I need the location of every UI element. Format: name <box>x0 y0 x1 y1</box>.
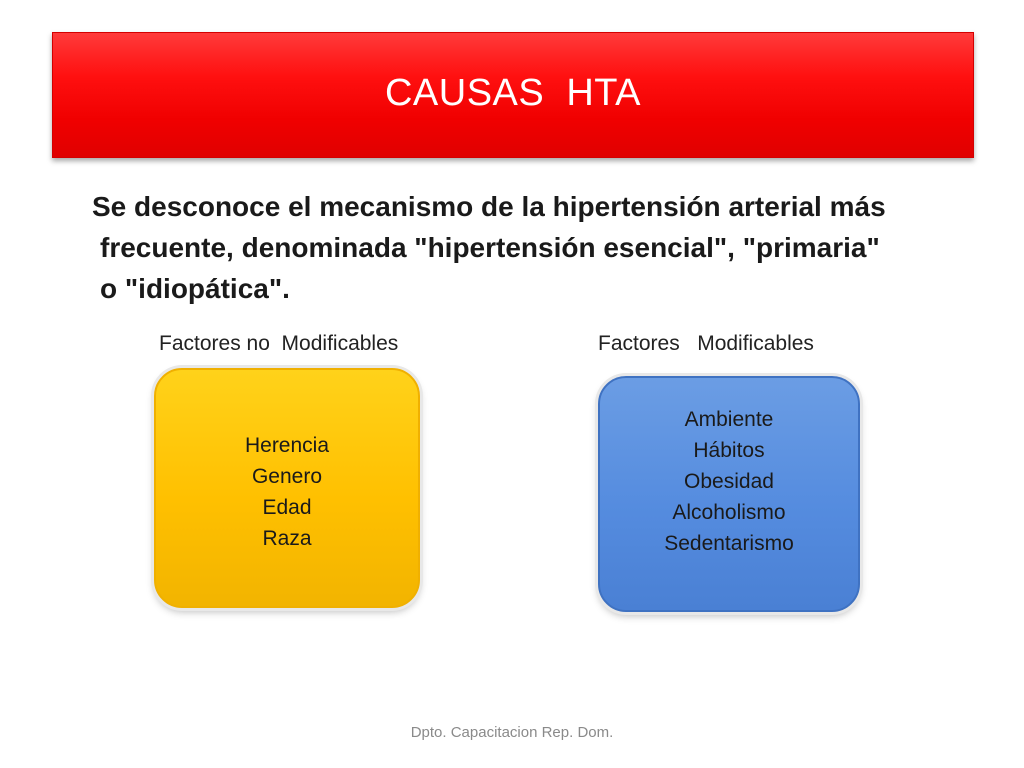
non-modifiable-factors-list <box>245 430 329 554</box>
non-modifiable-factors-label: Factores no Modificables <box>159 332 399 355</box>
list-item: Alcoholismo <box>672 501 786 524</box>
list-item: Obesidad <box>684 470 774 493</box>
modifiable-factors-box <box>598 376 860 612</box>
list-item: Ambiente <box>684 408 774 431</box>
modifiable-factors-list <box>664 404 794 559</box>
intro-line-3: o "idiopática". <box>100 273 290 304</box>
non-modifiable-factors-box <box>154 368 420 608</box>
footer-text: Dpto. Capacitacion Rep. Dom. <box>410 724 614 741</box>
title-banner <box>52 32 974 158</box>
list-item: Hábitos <box>693 439 765 462</box>
list-item: Herencia <box>244 434 330 457</box>
intro-line-2: frecuente, denominada "hipertensión esencial", "primaria" <box>100 232 880 263</box>
slide-title: CAUSAS HTA <box>384 71 642 114</box>
intro-line-1: Se desconoce el mecanismo de la hipertensión arterial más <box>92 191 886 222</box>
list-item: Raza <box>262 527 312 550</box>
modifiable-factors-label: Factores Modificables <box>598 332 814 355</box>
intro-paragraph <box>92 186 972 309</box>
list-item: Sedentarismo <box>664 532 794 555</box>
list-item: Edad <box>262 496 312 519</box>
list-item: Genero <box>251 465 323 488</box>
